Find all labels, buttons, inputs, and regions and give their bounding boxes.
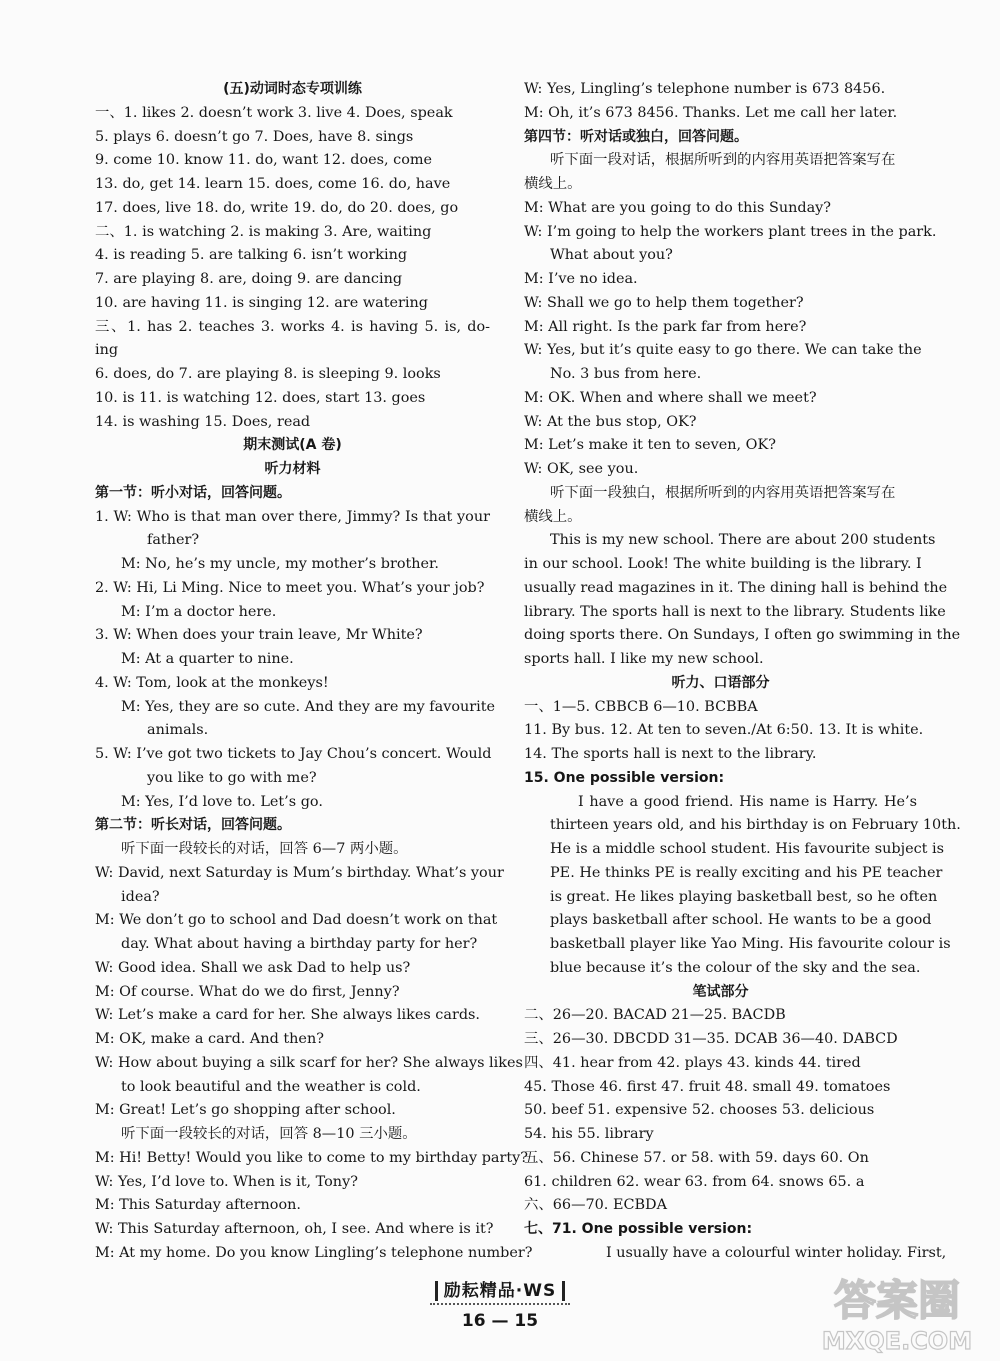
text-line: 4. is reading 5. are talking 6. isn’t working <box>95 247 408 264</box>
text-line: 3. W: When does your train leave, Mr White? <box>95 627 423 644</box>
text-line: 听下面一段较长的对话，回答 6—7 两小题。 <box>121 841 408 857</box>
text-line: 一、1—5. CBBCB 6—10. BCBBA <box>524 698 758 715</box>
text-line: 一、1. likes 2. doesn’t work 3. live 4. Does, speak <box>95 104 453 121</box>
text-line: day. What about having a birthday party for her? <box>121 936 478 952</box>
text-line: I usually have a colourful winter holiday. First, <box>606 1244 947 1261</box>
text-line: M: I’ve no idea. <box>524 271 638 287</box>
text-line: 9. come 10. know 11. do, want 12. does, come <box>95 152 433 169</box>
text-line: to look beautiful and the weather is cold. <box>121 1078 421 1095</box>
text-line: 三、26—30. DBCDD 31—35. DCAB 36—40. DABCD <box>524 1031 898 1047</box>
text-line: M: OK, make a card. And then? <box>95 1031 324 1047</box>
text-line: father? <box>147 532 200 549</box>
section-heading: 笔试部分 <box>692 983 749 1000</box>
text-line: 1. W: Who is that man over there, Jimmy? Is that your <box>95 508 490 525</box>
text-line: W: Shall we go to help them together? <box>524 294 804 311</box>
text-line: M: All right. Is the park far from here? <box>524 318 807 335</box>
text-line: 四、41. hear from 42. plays 43. kinds 44. tired <box>524 1054 861 1071</box>
text-line: 50. beef 51. expensive 52. chooses 53. delicious <box>524 1102 875 1119</box>
text-line: W: Yes, Lingling’s telephone number is 673 8456. <box>524 81 886 97</box>
text-line: 听下面一段较长的对话，回答 8—10 三小题。 <box>121 1126 417 1142</box>
text-line: 61. children 62. wear 63. from 64. snows 65. a <box>524 1173 865 1190</box>
right-column <box>524 78 961 1266</box>
text-line: 5. W: I’ve got two tickets to Jay Chou’s concert. Would <box>95 746 492 762</box>
text-line: 4. W: Tom, look at the monkeys! <box>95 674 329 691</box>
text-line: you like to go with me? <box>147 769 317 786</box>
text-line: M: I’m a doctor here. <box>121 603 277 620</box>
text-line: 10. are having 11. is singing 12. are watering <box>95 294 428 311</box>
text-line: sports hall. I like my new school. <box>524 651 764 667</box>
text-line: M: Hi! Betty! Would you like to come to my birthday party? <box>95 1149 528 1166</box>
text-line: is great. He likes playing basketball best, so he often <box>550 888 938 905</box>
text-line: thirteen years old, and his birthday is on February 10th. <box>550 817 961 834</box>
text-line: What about you? <box>550 247 673 264</box>
text-line: 54. his 55. library <box>524 1126 654 1142</box>
text-line: W: This Saturday afternoon, oh, I see. And where is it? <box>95 1221 494 1237</box>
text-line: He is a middle school student. His favourite subject is <box>550 841 944 857</box>
text-line: M: This Saturday afternoon. <box>95 1197 301 1214</box>
text-line: M: What are you going to do this Sunday? <box>524 199 831 216</box>
text-line: 五、56. Chinese 57. or 58. with 59. days 60. On <box>524 1149 869 1166</box>
text-line: 横线上。 <box>524 176 582 192</box>
text-line: ing <box>95 342 119 359</box>
text-line: 14. is washing 15. Does, read <box>95 413 311 430</box>
text-line: 三、1. has 2. teaches 3. works 4. is having 5. is, do- <box>95 318 490 335</box>
text-line: W: OK, see you. <box>524 461 639 477</box>
text-line: M: We don’t go to school and Dad doesn’t work on that <box>95 912 498 929</box>
text-line: M: No, he’s my uncle, my mother’s brother. <box>121 556 439 572</box>
text-line: W: I’m going to help the workers plant trees in the park. <box>524 223 937 240</box>
text-line: 14. The sports hall is next to the library. <box>524 746 817 762</box>
text-line: doing sports there. On Sundays, I often go swimming in the <box>524 627 961 644</box>
text-line: W: Yes, but it’s quite easy to go there. We can take the <box>524 342 922 359</box>
text-line: basketball player like Yao Ming. His favourite colour is <box>550 936 951 952</box>
text-line: 5. plays 6. doesn’t go 7. Does, have 8. sings <box>95 128 414 145</box>
section-heading: (五)动词时态专项训练 <box>223 81 362 97</box>
text-line: W: Yes, I’d love to. When is it, Tony? <box>95 1173 358 1190</box>
text-line: idea? <box>121 888 160 905</box>
text-line: 45. Those 46. first 47. fruit 48. small 49. tomatoes <box>524 1078 891 1095</box>
text-line: 二、26—20. BACAD 21—25. BACDB <box>524 1007 786 1024</box>
watermark-title: 答案圈 <box>833 1276 961 1325</box>
subsection-heading: 第一节：听小对话，回答问题。 <box>95 484 291 501</box>
text-line: usually read magazines in it. The dining hall is behind the <box>524 579 948 596</box>
text-line: M: At my home. Do you know Lingling’s telephone number? <box>95 1244 533 1261</box>
text-line: M: Oh, it’s 673 8456. Thanks. Let me call her later. <box>524 104 898 121</box>
text-line: 7. are playing 8. are, doing 9. are dancing <box>95 271 403 287</box>
text-line: I have a good friend. His name is Harry. He’s <box>578 793 917 810</box>
text-line: in our school. Look! The white building is the library. I <box>524 556 922 572</box>
text-line: W: At the bus stop, OK? <box>524 413 697 430</box>
text-line: M: Yes, they are so cute. And they are my favourite <box>121 698 496 715</box>
section-heading: 期末测试(A 卷) <box>243 437 342 454</box>
text-line: 听下面一段独白，根据所听到的内容用英语把答案写在 <box>550 484 896 501</box>
text-line: W: Let’s make a card for her. She always likes cards. <box>95 1007 480 1024</box>
text-line: 6. does, do 7. are playing 8. is sleeping 9. looks <box>95 366 441 382</box>
watermark-url: MXQE.COM <box>821 1327 973 1355</box>
text-line: PE. He thinks PE is really exciting and his PE teacher <box>550 864 943 881</box>
text-line: 横线上。 <box>524 508 582 525</box>
text-line: M: Yes, I’d love to. Let’s go. <box>121 793 323 810</box>
text-line: 2. W: Hi, Li Ming. Nice to meet you. What’s your job? <box>95 579 485 596</box>
text-line: M: Great! Let’s go shopping after school. <box>95 1102 396 1119</box>
text-line: 二、1. is watching 2. is making 3. Are, waiting <box>95 223 432 240</box>
text-line: 17. does, live 18. do, write 19. do, do 20. does, go <box>95 199 459 216</box>
text-line: M: Let’s make it ten to seven, OK? <box>524 437 776 454</box>
section-heading: 听力、口语部分 <box>671 674 770 691</box>
text-line: 11. By bus. 12. At ten to seven./At 6:50. 13. It is white. <box>524 722 924 739</box>
text-line: W: How about buying a silk scarf for her? She always likes <box>95 1054 523 1071</box>
text-line: This is my new school. There are about 200 students <box>550 532 936 549</box>
text-line: 六、66—70. ECBDA <box>524 1197 667 1214</box>
text-line: 听下面一段对话，根据所听到的内容用英语把答案写在 <box>550 152 896 169</box>
text-line: blue because it’s the colour of the sky and the sea. <box>550 959 921 976</box>
section-heading: 听力材料 <box>264 461 321 477</box>
subsection-heading: 七、71. One possible version: <box>524 1221 753 1237</box>
text-line: plays basketball after school. He wants to be a good <box>550 912 932 929</box>
page-number: 16 — 15 <box>461 1311 539 1331</box>
subsection-heading: 第四节：听对话或独白，回答问题。 <box>524 128 748 145</box>
text-line: M: OK. When and where shall we meet? <box>524 389 817 406</box>
subsection-heading: 第二节：听长对话，回答问题。 <box>95 817 291 834</box>
brand-divider <box>430 1303 570 1307</box>
text-line: 10. is 11. is watching 12. does, start 13. goes <box>95 389 426 406</box>
text-line: W: David, next Saturday is Mum’s birthday. What’s your <box>95 864 504 881</box>
text-line: library. The sports hall is next to the library. Students like <box>524 603 946 620</box>
text-line: M: At a quarter to nine. <box>121 651 294 667</box>
left-column <box>95 78 533 1266</box>
text-line: M: Of course. What do we do first, Jenny? <box>95 983 400 1000</box>
text-line: 13. do, get 14. learn 15. does, come 16. do, have <box>95 176 451 192</box>
subsection-heading: 15. One possible version: <box>524 769 725 786</box>
watermark-logo <box>802 1267 992 1357</box>
text-line: No. 3 bus from here. <box>550 366 702 382</box>
brand-logo: 励耘精品·WS <box>435 1281 565 1301</box>
text-line: animals. <box>147 722 209 739</box>
text-line: W: Good idea. Shall we ask Dad to help us? <box>95 959 411 976</box>
